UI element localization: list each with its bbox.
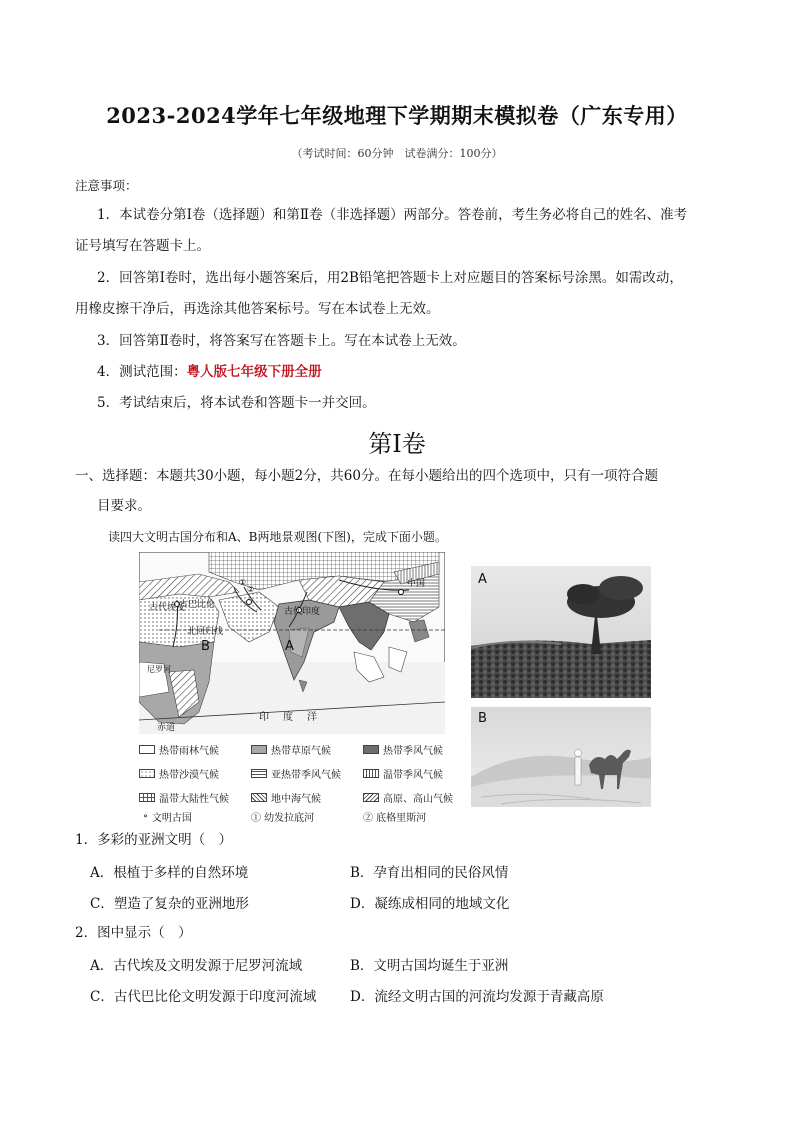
- legend-swatch: [363, 769, 379, 778]
- legend-highland: [363, 790, 453, 805]
- q2-option-d[interactable]: D．流经文明古国的河流均发源于青藏高原: [350, 989, 604, 1005]
- question-2-stem: 2．图中显示（ ）: [75, 925, 192, 941]
- notice-heading: 注意事项：: [75, 178, 138, 193]
- legend-swatch: [251, 769, 267, 778]
- legend-euphrates: ① 幼发拉底河: [251, 813, 315, 824]
- map-label-babylon: 古巴比伦: [179, 600, 216, 610]
- legend-label: 亚热带季风气候: [271, 770, 341, 781]
- legend-mediterranean: [251, 790, 321, 805]
- notice-item-5: 5．考试结束后，将本试卷和答题卡一并交回。: [97, 395, 376, 411]
- legend-temperate-monsoon: [363, 766, 443, 781]
- q1-option-d[interactable]: D．凝练成相同的地域文化: [350, 896, 510, 912]
- q1-option-a[interactable]: A．根植于多样的自然环境: [90, 865, 249, 881]
- map-label-river-1: ①: [239, 578, 247, 587]
- map-label-nile: 尼罗河: [147, 665, 171, 674]
- exam-title: 2023-2024学年七年级地理下学期期末模拟卷（广东专用）: [106, 103, 688, 128]
- legend-swatch: [363, 793, 379, 802]
- map-label-river-2: ②: [247, 585, 255, 594]
- map-label-china: 中国: [407, 579, 426, 589]
- notice-item-3: 3．回答第Ⅱ卷时，将答案写在答题卡上。写在本试卷上无效。: [97, 333, 466, 349]
- map-legend: [139, 742, 469, 822]
- legend-swatch: [251, 745, 267, 754]
- legend-swatch: [363, 745, 379, 754]
- notice-item-1a: 1．本试卷分第Ⅰ卷（选择题）和第Ⅱ卷（非选择题）两部分。答卷前，考生务必将自己的姓名、准考: [97, 207, 688, 223]
- q1-option-c[interactable]: C．塑造了复杂的亚洲地形: [90, 896, 249, 912]
- legend-subtropical-monsoon: [251, 766, 341, 781]
- photo-a-savanna: [471, 566, 651, 698]
- legend-swatch: [139, 745, 155, 754]
- map-label-tropic: 北回归线: [187, 627, 224, 637]
- notice-item-4: [97, 362, 322, 382]
- legend-continental: [139, 790, 229, 805]
- legend-tigris: ② 底格里斯河: [363, 813, 427, 824]
- notice-item-2a: 2．回答第Ⅰ卷时，选出每小题答案后，用2B铅笔把答题卡上对应题目的答案标号涂黑。如需改动，: [97, 270, 683, 286]
- civilization-map: [139, 552, 445, 734]
- legend-label: 热带季风气候: [383, 746, 443, 757]
- section-title: 第Ⅰ卷: [368, 430, 426, 458]
- map-point-b: B: [201, 639, 210, 654]
- legend-rainforest: [139, 742, 219, 757]
- question-1-stem: 1．多彩的亚洲文明（ ）: [75, 832, 233, 848]
- legend-label: 温带大陆性气候: [159, 794, 229, 805]
- legend-label: 热带沙漠气候: [159, 770, 219, 781]
- notice-item-1b: 证号填写在答题卡上。: [75, 238, 210, 254]
- notice-item-2b: 用橡皮擦干净后，再选涂其他答案标号。写在本试卷上无效。: [75, 301, 440, 317]
- legend-label: 地中海气候: [271, 794, 321, 805]
- map-label-equator: 赤道: [157, 723, 176, 733]
- legend-label: 热带雨林气候: [159, 746, 219, 757]
- legend-desert: [139, 766, 219, 781]
- civilization-dot-icon: ∘: [143, 811, 148, 822]
- photo-b-desert: [471, 707, 651, 807]
- legend-civilization: [143, 809, 192, 824]
- q2-option-a[interactable]: A．古代埃及文明发源于尼罗河流域: [90, 958, 303, 974]
- map-label-india: 古代印度: [284, 607, 321, 617]
- part1-heading-line1: 一、选择题：本题共30小题，每小题2分，共60分。在每小题给出的四个选项中，只有一项符合题: [75, 468, 658, 484]
- legend-swatch: [251, 793, 267, 802]
- part1-heading-line2: 目要求。: [97, 498, 151, 514]
- legend-label: 高原、高山气候: [383, 794, 453, 805]
- q1-option-b[interactable]: B．孕育出相同的民俗风情: [350, 865, 509, 881]
- legend-label: 文明古国: [151, 813, 192, 824]
- photo-b-label: B: [478, 711, 487, 726]
- legend-swatch: [139, 769, 155, 778]
- legend-label: 温带季风气候: [383, 770, 443, 781]
- map-label-ocean: 印度洋: [259, 712, 331, 723]
- legend-swatch: [139, 793, 155, 802]
- legend-monsoon: [363, 742, 443, 757]
- notice-item-4-prefix: 4．测试范围：: [97, 364, 187, 380]
- test-scope: 粤人版七年级下册全册: [186, 364, 322, 380]
- q2-option-c[interactable]: C．古代巴比伦文明发源于印度河流域: [90, 989, 317, 1005]
- legend-label: 热带草原气候: [271, 746, 331, 757]
- exam-subtitle: （考试时间：60分钟 试卷满分：100分）: [291, 147, 503, 160]
- map-label-egypt: 古代埃及: [149, 603, 186, 613]
- q2-option-b[interactable]: B．文明古国均诞生于亚洲: [350, 958, 509, 974]
- map-point-a: A: [285, 639, 294, 654]
- question-instruction: 读四大文明古国分布和A、B两地景观图(下图)，完成下面小题。: [108, 530, 447, 544]
- photo-a-label: A: [478, 572, 487, 587]
- legend-savanna: [251, 742, 331, 757]
